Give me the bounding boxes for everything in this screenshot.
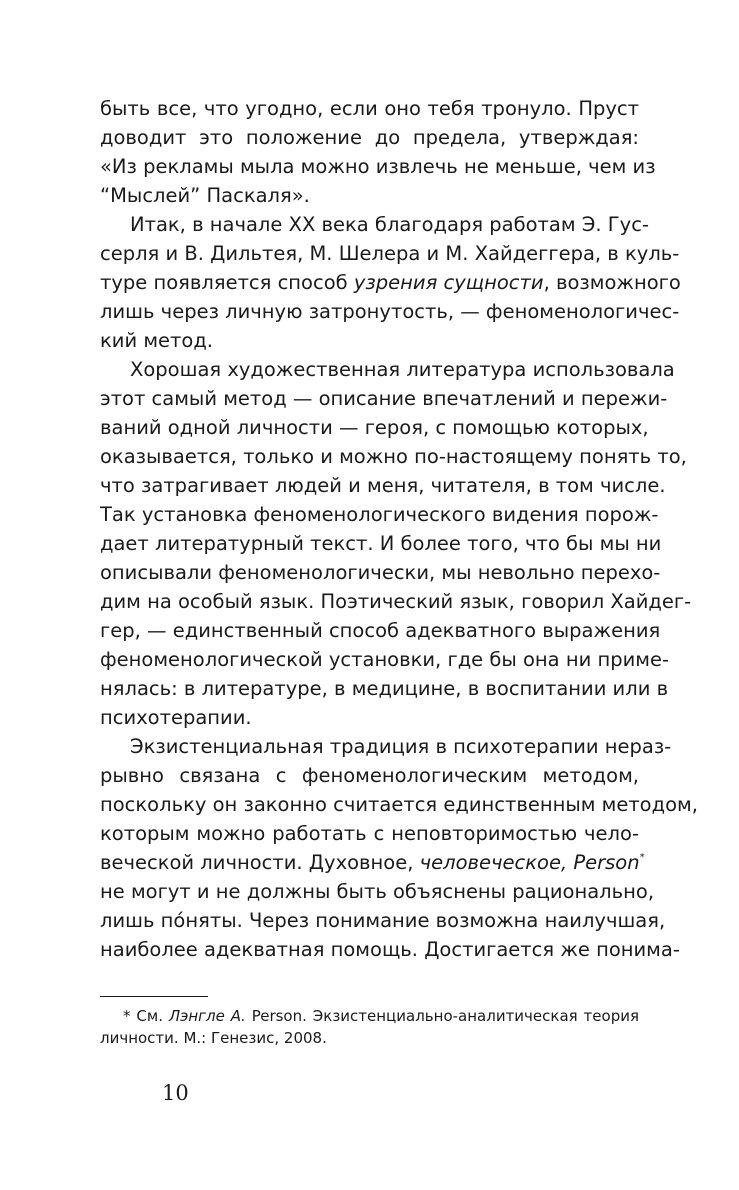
text-line: «Из рекламы мыла можно извлечь не меньше, чем из [100, 155, 656, 178]
paragraph-first-line: Хорошая художественная литература использовала [130, 358, 675, 381]
text-line: дает литературный текст. И более того, что бы мы ни [100, 532, 662, 555]
paragraph-first-line: Итак, в начале XX века благодаря работам Э. Гус- [130, 213, 649, 236]
text-line: поскольку он законно считается единственным методом, [100, 793, 698, 816]
text-line: описывали феноменологически, мы невольно перехо- [100, 561, 661, 584]
text-line: лишь через личную затронутость, — феноменологичес- [100, 300, 680, 323]
text-line: феноменологической установки, где бы она ни приме- [100, 648, 669, 671]
paragraph-first-line: Экзистенциальная традиция в психотерапии нераз- [130, 735, 672, 758]
text-line: рывно связана с феноменологическим методом, [100, 764, 639, 787]
text-line: Так установка феноменологического видения порож- [100, 503, 659, 526]
text-line: серля и В. Дильтея, М. Шелера и М. Хайдеггера, в куль- [100, 242, 680, 265]
text-line-with-emphasis: туре появляется способ узрения сущности, возможного [100, 271, 681, 294]
text-line: гер, — единственный способ адекватного выражения [100, 619, 661, 642]
text-line: психотерапии. [100, 706, 252, 729]
footnote-marker: * [639, 852, 645, 863]
text-line: лишь по́няты. Через понимание возможна наилучшая, [100, 909, 666, 932]
text-line: быть все, что угодно, если оно тебя тронуло. Пруст [100, 97, 639, 120]
text-line: кий метод. [100, 329, 214, 352]
text-line: наиболее адекватная помощь. Достигается же понима- [100, 938, 680, 961]
text-line: оказывается, только и можно по-настоящему понять то, [100, 445, 687, 468]
text-line: “Мыслей” Паскаля». [100, 184, 310, 207]
footnote-divider [100, 996, 208, 997]
footnote-line: личности. М.: Генезис, 2008. [100, 1029, 327, 1047]
text-line: что затрагивает людей и меня, читателя, в том числе. [100, 474, 666, 497]
text-line: которым можно работать с неповторимостью чело- [100, 822, 639, 845]
text-line: дим на особый язык. Поэтический язык, говорил Хайдег- [100, 590, 692, 613]
text-line: доводит это положение до предела, утверждая: [100, 126, 639, 149]
footnote-line: * См. Лэнгле А. Person. Экзистенциально-аналитическая теория [123, 1007, 639, 1025]
text-line-with-emphasis: веческой личности. Духовное, человеческое, Person* [100, 851, 645, 874]
footnote-marker: * [123, 1007, 131, 1025]
footnote-author: Лэнгле А. [168, 1007, 246, 1025]
emphasis-text: человеческое, Person [419, 851, 640, 874]
text-line: ваний одной личности — героя, с помощью которых, [100, 416, 649, 439]
page-number: 10 [162, 1081, 189, 1105]
text-line: этот самый метод — описание впечатлений и пережи- [100, 387, 668, 410]
text-line: не могут и не должны быть объяснены рационально, [100, 880, 655, 903]
text-line: нялась: в литературе, в медицине, в воспитании или в [100, 677, 669, 700]
emphasis-text: узрения сущности [353, 271, 544, 294]
